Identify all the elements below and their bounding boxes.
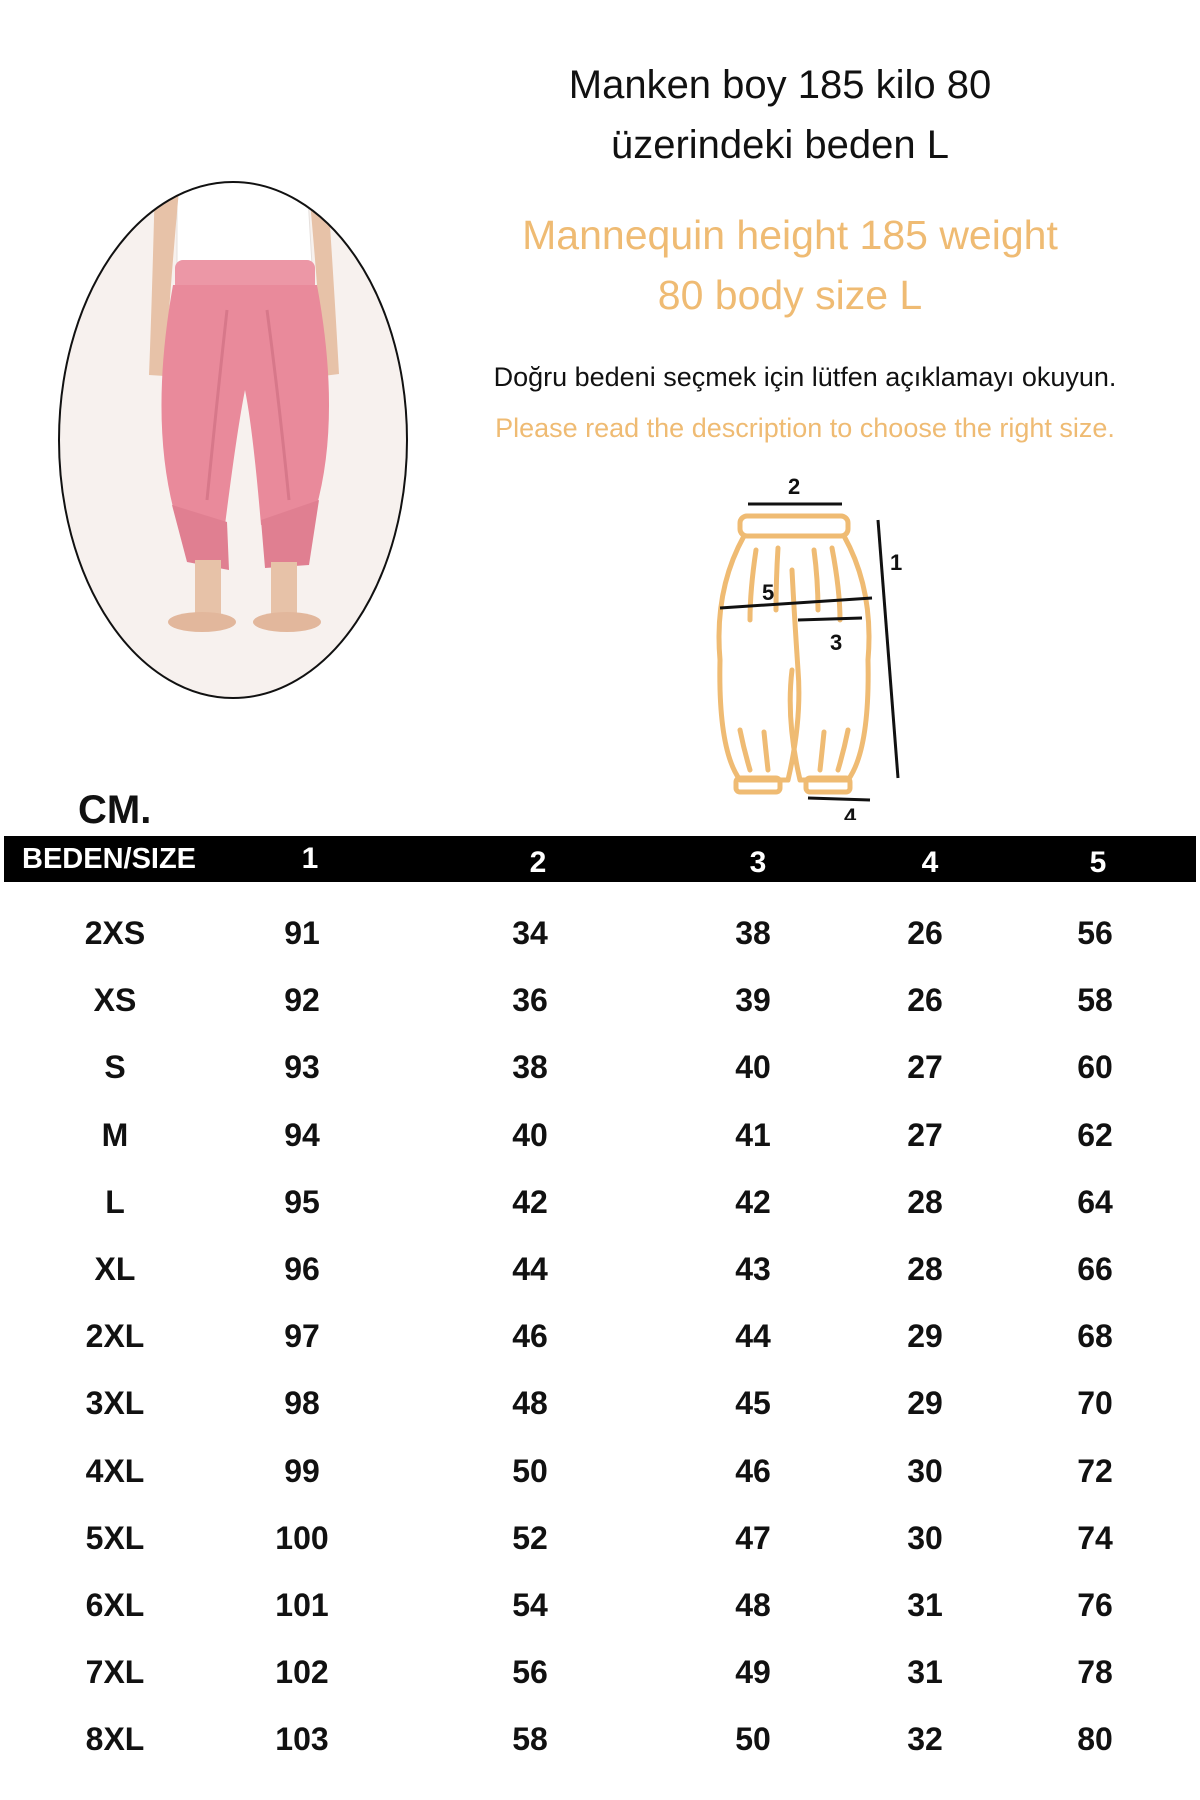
header-4: 4: [921, 846, 939, 879]
size-note-turkish: Doğru bedeni seçmek için lütfen açıklamayı okuyun.: [493, 362, 1117, 392]
size-cell: M: [101, 1116, 129, 1153]
size-cell: 5XL: [85, 1519, 145, 1556]
m5-cell: 60: [1077, 1049, 1113, 1086]
m3-cell: 44: [735, 1318, 771, 1355]
m5-cell: 58: [1077, 982, 1113, 1019]
m5-cell: 80: [1077, 1721, 1113, 1758]
m3-cell: 47: [735, 1519, 771, 1556]
m1-cell: 94: [284, 1116, 320, 1153]
m5-cell: 70: [1077, 1385, 1113, 1422]
diagram-label-2: 2: [788, 474, 801, 499]
mannequin-info-turkish-line1: Manken boy 185 kilo 80: [568, 63, 992, 107]
m5-cell: 68: [1077, 1318, 1113, 1355]
m4-cell: 28: [907, 1250, 943, 1287]
m1-cell: 103: [275, 1721, 329, 1758]
size-cell: S: [104, 1049, 126, 1086]
table-row: [0, 1034, 1200, 1101]
m5-cell: 74: [1077, 1519, 1113, 1556]
mannequin-info-english-line1: Mannequin height 185 weight: [522, 212, 1058, 258]
table-row: [0, 1370, 1200, 1437]
m1-cell: 92: [284, 982, 320, 1019]
header-size: BEDEN/SIZE: [22, 843, 197, 875]
table-header: [4, 836, 1196, 882]
table-row: [0, 1169, 1200, 1236]
m3-cell: 46: [735, 1452, 771, 1489]
table-row: [0, 900, 1200, 967]
diagram-label-5: 5: [762, 580, 775, 605]
m2-cell: 36: [512, 982, 548, 1019]
table-row: [0, 1102, 1200, 1169]
m5-cell: 64: [1077, 1183, 1113, 1220]
m3-cell: 39: [735, 982, 771, 1019]
table-row: [0, 1438, 1200, 1505]
m2-cell: 42: [512, 1183, 548, 1220]
size-cell: 4XL: [85, 1452, 145, 1489]
m1-cell: 98: [284, 1385, 320, 1422]
m2-cell: 54: [512, 1586, 548, 1623]
diagram-label-3: 3: [830, 630, 843, 655]
m1-cell: 95: [284, 1183, 320, 1220]
m4-cell: 31: [907, 1586, 943, 1623]
m5-cell: 66: [1077, 1250, 1113, 1287]
table-row: [0, 1639, 1200, 1706]
size-cell: 3XL: [85, 1385, 145, 1422]
m1-cell: 96: [284, 1250, 320, 1287]
m1-cell: 99: [284, 1452, 320, 1489]
m1-cell: 102: [275, 1654, 329, 1691]
mannequin-info-english-line2: 80 body size L: [657, 272, 923, 318]
m3-cell: 40: [735, 1049, 771, 1086]
m4-cell: 27: [907, 1116, 943, 1153]
m3-cell: 41: [735, 1116, 771, 1153]
m2-cell: 48: [512, 1385, 548, 1422]
size-cell: 7XL: [85, 1654, 145, 1691]
m5-cell: 56: [1077, 915, 1113, 951]
m4-cell: 27: [907, 1049, 943, 1086]
m5-cell: 78: [1077, 1654, 1113, 1691]
m1-cell: 101: [275, 1586, 329, 1623]
m3-cell: 49: [735, 1654, 771, 1691]
size-cell: 2XL: [85, 1318, 145, 1355]
m3-cell: 42: [735, 1183, 771, 1220]
product-photo: [57, 180, 409, 700]
table-row: [0, 1572, 1200, 1639]
m1-cell: 97: [284, 1318, 320, 1355]
size-cell: 8XL: [85, 1721, 145, 1758]
m5-cell: 62: [1077, 1116, 1113, 1153]
diagram-label-4: 4: [844, 804, 857, 820]
m5-cell: 72: [1077, 1452, 1113, 1489]
m2-cell: 52: [512, 1519, 548, 1556]
header-2: 2: [529, 846, 547, 879]
measurement-diagram: [680, 460, 940, 820]
m4-cell: 30: [907, 1519, 943, 1556]
m2-cell: 50: [512, 1452, 548, 1489]
size-cell: XS: [93, 982, 137, 1019]
m4-cell: 29: [907, 1385, 943, 1422]
m4-cell: 32: [907, 1721, 943, 1758]
m4-cell: 29: [907, 1318, 943, 1355]
size-cell: 6XL: [85, 1586, 145, 1623]
m1-cell: 91: [284, 915, 320, 951]
m2-cell: 34: [512, 915, 548, 951]
m2-cell: 44: [512, 1250, 548, 1287]
m2-cell: 40: [512, 1116, 548, 1153]
m4-cell: 26: [907, 915, 943, 951]
m3-cell: 50: [735, 1721, 771, 1758]
m2-cell: 56: [512, 1654, 548, 1691]
size-cell: 2XS: [84, 915, 146, 951]
m2-cell: 58: [512, 1721, 548, 1758]
table-row: [0, 1505, 1200, 1572]
size-cell: XL: [94, 1250, 136, 1287]
header-3: 3: [749, 846, 767, 879]
header-1: 1: [301, 842, 319, 875]
diagram-label-1: 1: [890, 550, 903, 575]
mannequin-info-english: [490, 205, 1090, 325]
m1-cell: 100: [275, 1519, 329, 1556]
m3-cell: 43: [735, 1250, 771, 1287]
table-row: [0, 967, 1200, 1034]
size-note-english: Please read the description to choose the right size.: [495, 413, 1115, 443]
m5-cell: 76: [1077, 1586, 1113, 1623]
header-5: 5: [1089, 846, 1107, 879]
table-row: [0, 1236, 1200, 1303]
m1-cell: 93: [284, 1049, 320, 1086]
m4-cell: 26: [907, 982, 943, 1019]
m4-cell: 28: [907, 1183, 943, 1220]
mannequin-info-turkish-line2: üzerindeki beden L: [610, 123, 950, 167]
mannequin-info-turkish: [500, 55, 1060, 175]
size-cell: L: [105, 1183, 125, 1220]
m2-cell: 38: [512, 1049, 548, 1086]
unit-label: CM.: [78, 788, 152, 832]
table-row: [0, 1706, 1200, 1773]
m3-cell: 45: [735, 1385, 771, 1422]
size-table: [0, 900, 1200, 1773]
m4-cell: 30: [907, 1452, 943, 1489]
table-row: [0, 1303, 1200, 1370]
m2-cell: 46: [512, 1318, 548, 1355]
m4-cell: 31: [907, 1654, 943, 1691]
m3-cell: 38: [735, 915, 771, 951]
m3-cell: 48: [735, 1586, 771, 1623]
